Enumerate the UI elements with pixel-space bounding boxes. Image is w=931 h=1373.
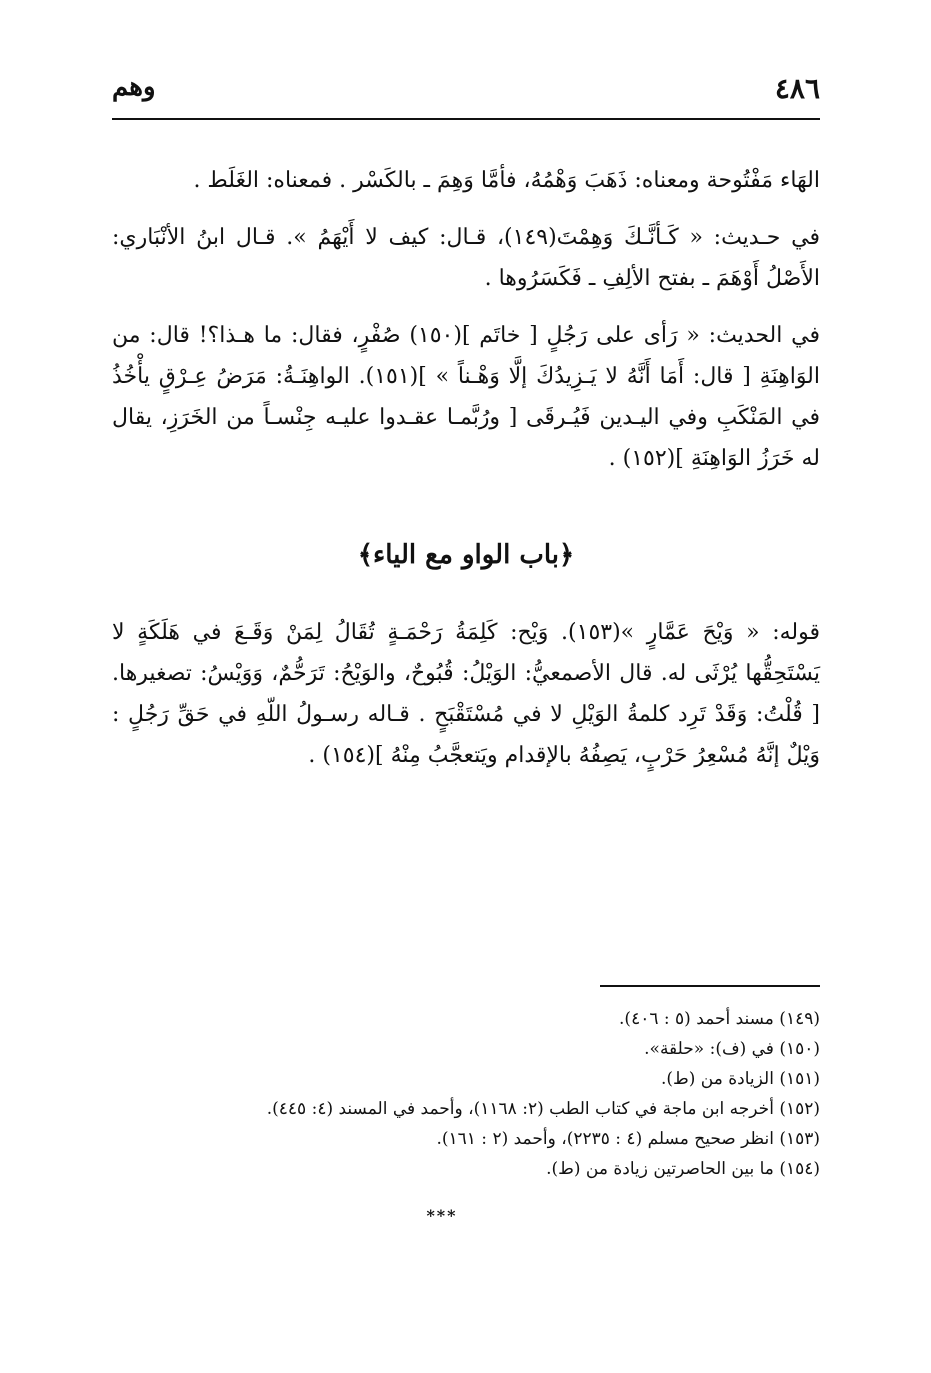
footnote: (١٥٣) انظر صحيح مسلم (٤ : ٢٢٣٥)، وأحمد (٢ : ١٦١). (436, 1129, 820, 1149)
end-ornament: *** (426, 1206, 458, 1225)
paragraph: في حـديث: « كَـأنَّـكَ وَهِمْتَ(١٤٩)، قـال: كيف لا أَيْهَمُ ». قـال ابنُ الأنْبَاري: الأَصْلُ أَوْهَمَ ـ بفتح الألِفِ ـ فَكَسَرُوها . (112, 225, 820, 291)
page-number: ٤٨٦ (774, 72, 820, 105)
footnote: (١٥٠) في (ف): «حلقة». (644, 1039, 820, 1059)
paragraph: في الحديث: « رَأى على رَجُلٍ [ خاتَم ](١٥٠) صُفْرٍ، فقال: ما هـذا؟! قال: من الوَاهِنَةِ [ قال: أَمَا أَنَّهُ لا يَـزِيدُكَ إلَّا وَهْـناً » ](١٥١). الواهِنَـةُ: مَرَضُ عِـرْقٍ يأْخُذُ في المَنْكَبِ وفي اليـدين فَيُـرقَى [ ورُبَّمـا عقـدوا عليـه جِنْسـاً من الخَرَزِ، يقال له خَرَزُ الوَاهِنَةِ ](١٥٢) . (112, 323, 820, 471)
running-title: وهم (112, 72, 156, 102)
section-heading: ﴿باب الواو مع الياء﴾ (357, 540, 575, 570)
footnote-divider (600, 985, 820, 987)
paragraph: الهَاء مَفْتُوحة ومعناه: ذَهَبَ وَهْمُهُ، فأمَّا وَهِمَ ـ بالكَسْر . فمعناه: الغَلَط . (193, 168, 820, 193)
footnote: (١٥٤) ما بين الحاصرتين زيادة من (ط). (546, 1159, 820, 1179)
footnote: (١٥١) الزيادة من (ط). (661, 1069, 820, 1089)
footnotes-list (112, 1004, 820, 1184)
footnote: (١٤٩) مسند أحمد (٥ : ٤٠٦). (619, 1009, 820, 1029)
entry-text-bottom (112, 612, 820, 792)
entry-text-top (112, 160, 820, 495)
footnote: (١٥٢) أخرجه ابن ماجة في كتاب الطب (٢: ١١٦٨)، وأحمد في المسند (٤: ٤٤٥). (266, 1099, 820, 1119)
page-header (112, 68, 820, 120)
paragraph: قوله: « وَيْحَ عَمَّارٍ »(١٥٣). وَيْح: كَلِمَةُ رَحْمَـةٍ تُقَالُ لِمَنْ وَقَـعَ في هَلَكَةٍ لا يَسْتَحِقُّها يُرْثَى له. قال الأصمعيُّ: الوَيْلُ: قُبُوحٌ، والوَيْحُ: تَرَحُّمٌ، وَوَيْسُ: تصغيرها. [ قُلْتُ: وَقَدْ تَرِد كلمةُ الوَيْلِ لا في مُسْتَقْبَحٍ . قـاله رسـولُ اللّهِ في حَقِّ رَجُلٍ : وَيْلٌ إنَّهُ مُسْعِرُ حَرْبٍ، يَصِفُهُ بالإقدام ويَتعجَّبُ مِنْهُ ](١٥٤) . (112, 620, 821, 768)
